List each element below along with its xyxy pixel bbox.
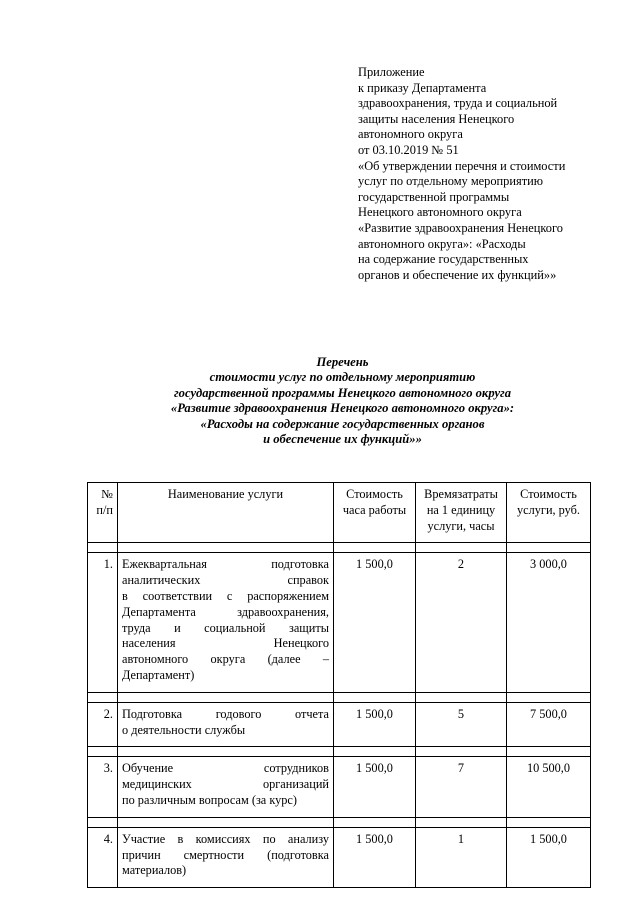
row-name-line: причин смертности (подготовка — [122, 847, 329, 862]
row-name — [118, 553, 334, 692]
spacer-cell — [416, 543, 507, 553]
spacer-cell — [334, 543, 416, 553]
appendix-line: к приказу Департамента — [358, 80, 487, 95]
spacer-row — [88, 543, 591, 553]
spacer-cell — [334, 747, 416, 757]
spacer-cell — [334, 692, 416, 702]
row-num: 2. — [88, 702, 118, 747]
table-row — [88, 702, 591, 747]
row-num: 3. — [88, 757, 118, 817]
spacer-cell — [88, 747, 118, 757]
header-cost: Стоимость услуги, руб. — [507, 483, 591, 543]
row-time: 1 — [416, 827, 507, 887]
row-cost: 10 500,0 — [507, 757, 591, 817]
row-name-line: Департамента здравоохранения, — [122, 604, 329, 619]
spacer-cell — [507, 543, 591, 553]
appendix-line: автономного округа — [358, 127, 463, 142]
row-name-line: аналитических справок — [122, 573, 329, 588]
spacer-cell — [88, 817, 118, 827]
spacer-row — [88, 692, 591, 702]
appendix-line: Приложение — [358, 65, 425, 79]
row-name-line: Обучение сотрудников — [122, 761, 329, 776]
spacer-cell — [118, 817, 334, 827]
header-num: № п/п — [88, 483, 118, 543]
appendix-line: «Об утверждении перечня и стоимости — [358, 158, 566, 173]
row-name — [118, 757, 334, 817]
spacer-cell — [416, 747, 507, 757]
appendix-line: защиты населения Ненецкого — [358, 111, 515, 126]
row-name-line: материалов) — [122, 863, 187, 878]
spacer-row — [88, 747, 591, 757]
spacer-cell — [416, 817, 507, 827]
row-name-line: о деятельности службы — [122, 722, 246, 737]
table-row — [88, 757, 591, 817]
row-cost-hour: 1 500,0 — [334, 757, 416, 817]
spacer-cell — [88, 692, 118, 702]
appendix-line: на содержание государственных — [358, 252, 529, 267]
header-name: Наименование услуги — [118, 483, 334, 543]
spacer-cell — [118, 747, 334, 757]
row-cost-hour: 1 500,0 — [334, 827, 416, 887]
row-time: 2 — [416, 553, 507, 692]
document-title — [60, 355, 625, 447]
services-table — [87, 482, 591, 888]
header-cost-hour: Стоимость часа работы — [334, 483, 416, 543]
table-row — [88, 553, 591, 692]
appendix-line: здравоохранения, труда и социальной — [358, 96, 558, 111]
appendix-line: органов и обеспечение их функций»» — [358, 267, 557, 282]
row-cost: 3 000,0 — [507, 553, 591, 692]
row-name-line: труда и социальной защиты — [122, 620, 329, 635]
row-time: 5 — [416, 702, 507, 747]
title-line: государственной программы Ненецкого автономного округа — [174, 385, 511, 400]
row-name-line: населения Ненецкого — [122, 636, 329, 651]
spacer-cell — [88, 543, 118, 553]
row-time: 7 — [416, 757, 507, 817]
spacer-cell — [507, 692, 591, 702]
appendix-block — [358, 65, 628, 283]
spacer-cell — [334, 817, 416, 827]
row-name-line: по различным вопросам (за курс) — [122, 792, 297, 807]
title-line: стоимости услуг по отдельному мероприятию — [209, 370, 476, 385]
title-line: и обеспечение их функций»» — [263, 432, 422, 447]
spacer-cell — [416, 692, 507, 702]
row-num: 4. — [88, 827, 118, 887]
title-line: «Развитие здравоохранения Ненецкого автономного округа»: — [170, 401, 515, 416]
row-name-line: в соответствии с распоряжением — [122, 588, 329, 603]
title-line: «Расходы на содержание государственных органов — [200, 416, 485, 431]
row-name — [118, 827, 334, 887]
row-num: 1. — [88, 553, 118, 692]
header-time: Времязатраты на 1 единицу услуги, часы — [416, 483, 507, 543]
row-name-line: медицинских организаций — [122, 777, 329, 792]
row-name-line: Участие в комиссиях по анализу — [122, 831, 329, 846]
row-cost-hour: 1 500,0 — [334, 702, 416, 747]
row-name-line: Департамент) — [122, 667, 195, 682]
appendix-line: государственной программы — [358, 189, 510, 204]
row-name-line: автономного округа (далее – — [122, 652, 329, 667]
spacer-cell — [118, 543, 334, 553]
spacer-row — [88, 817, 591, 827]
spacer-cell — [507, 747, 591, 757]
row-name-line: Ежеквартальная подготовка — [122, 557, 329, 572]
spacer-cell — [118, 692, 334, 702]
row-name-line: Подготовка годового отчета — [122, 706, 329, 721]
appendix-line: Ненецкого автономного округа — [358, 205, 522, 220]
spacer-cell — [507, 817, 591, 827]
row-cost: 1 500,0 — [507, 827, 591, 887]
appendix-line: автономного округа»: «Расходы — [358, 236, 526, 251]
table-row — [88, 827, 591, 887]
row-cost-hour: 1 500,0 — [334, 553, 416, 692]
row-cost: 7 500,0 — [507, 702, 591, 747]
row-name — [118, 702, 334, 747]
appendix-line: услуг по отдельному мероприятию — [358, 174, 544, 189]
appendix-line: «Развитие здравоохранения Ненецкого — [358, 220, 563, 235]
table-header-row — [88, 483, 591, 543]
appendix-line: от 03.10.2019 № 51 — [358, 142, 459, 157]
title-line: Перечень — [316, 355, 369, 369]
